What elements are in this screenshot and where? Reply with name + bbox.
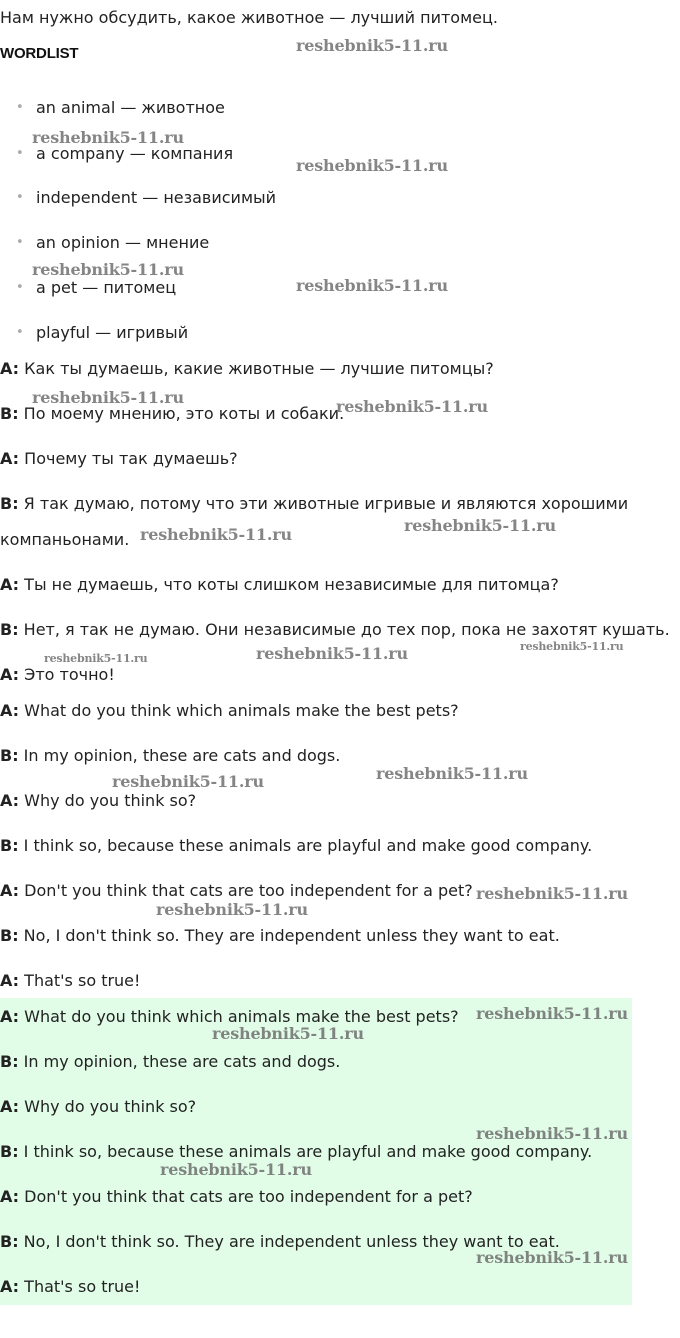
dialogue-line: A: Почему ты так думаешь?: [0, 449, 238, 468]
dialogue-line: B: I think so, because these animals are playful and make good company.: [0, 1142, 593, 1161]
watermark-text: reshebnik5-11.ru: [404, 516, 556, 535]
dialogue-line: B: Нет, я так не думаю. Они независимые до тех пор, пока не захотят кушать.: [0, 620, 670, 639]
dialogue-line: A: Don't you think that cats are too independent for a pet?: [0, 1187, 473, 1206]
dialogue-line: A: That's so true!: [0, 971, 141, 990]
dialogue-line: B: No, I don't think so. They are independent unless they want to eat.: [0, 926, 560, 945]
dialogue-line: B: По моему мнению, это коты и собаки.: [0, 404, 345, 423]
watermark-text: reshebnik5-11.ru: [44, 652, 148, 665]
watermark-text: reshebnik5-11.ru: [296, 156, 448, 175]
dialogue-line: A: What do you think which animals make the best pets?: [0, 701, 459, 720]
dialogue-line: B: In my opinion, these are cats and dogs.: [0, 1052, 341, 1071]
watermark-text: reshebnik5-11.ru: [156, 900, 308, 919]
dialogue-line: A: Как ты думаешь, какие животные — лучшие питомцы?: [0, 359, 494, 378]
dialogue-line: A: Ты не думаешь, что коты слишком независимые для питомца?: [0, 575, 559, 594]
dialogue-line: A: Why do you think so?: [0, 791, 197, 810]
dialogue-line: B: No, I don't think so. They are independent unless they want to eat.: [0, 1232, 560, 1251]
watermark-text: reshebnik5-11.ru: [336, 397, 488, 416]
watermark-text: reshebnik5-11.ru: [520, 640, 624, 653]
watermark-text: reshebnik5-11.ru: [476, 1124, 628, 1143]
watermark-text: reshebnik5-11.ru: [476, 1248, 628, 1267]
watermark-text: reshebnik5-11.ru: [32, 260, 184, 279]
watermark-text: reshebnik5-11.ru: [212, 1024, 364, 1043]
watermark-text: reshebnik5-11.ru: [32, 128, 184, 147]
bullet-icon: •: [16, 146, 24, 161]
wordlist-heading: WORDLIST: [0, 45, 79, 62]
bullet-icon: •: [16, 325, 24, 340]
watermark-text: reshebnik5-11.ru: [140, 525, 292, 544]
dialogue-line: компаньонами.: [0, 530, 130, 549]
bullet-icon: •: [16, 190, 24, 205]
dialogue-line: A: What do you think which animals make the best pets?: [0, 1007, 459, 1026]
dialogue-line: B: Я так думаю, потому что эти животные игривые и являются хорошими: [0, 494, 629, 513]
bullet-icon: •: [16, 280, 24, 295]
watermark-text: reshebnik5-11.ru: [256, 644, 408, 663]
bullet-icon: •: [16, 100, 24, 115]
watermark-text: reshebnik5-11.ru: [296, 36, 448, 55]
dialogue-line: A: Why do you think so?: [0, 1097, 197, 1116]
dialogue-line: B: In my opinion, these are cats and dogs.: [0, 746, 341, 765]
dialogue-line: A: Don't you think that cats are too independent for a pet?: [0, 881, 473, 900]
watermark-text: reshebnik5-11.ru: [296, 276, 448, 295]
watermark-text: reshebnik5-11.ru: [112, 772, 264, 791]
watermark-text: reshebnik5-11.ru: [32, 388, 184, 407]
dialogue-line: B: I think so, because these animals are playful and make good company.: [0, 836, 593, 855]
watermark-text: reshebnik5-11.ru: [476, 884, 628, 903]
dialogue-line: A: That's so true!: [0, 1277, 141, 1296]
bullet-icon: •: [16, 235, 24, 250]
watermark-text: reshebnik5-11.ru: [376, 764, 528, 783]
dialogue-line: A: Это точно!: [0, 665, 115, 684]
intro-text: Нам нужно обсудить, какое животное — лучший питомец.: [0, 8, 498, 27]
watermark-text: reshebnik5-11.ru: [160, 1160, 312, 1179]
watermark-text: reshebnik5-11.ru: [476, 1004, 628, 1023]
